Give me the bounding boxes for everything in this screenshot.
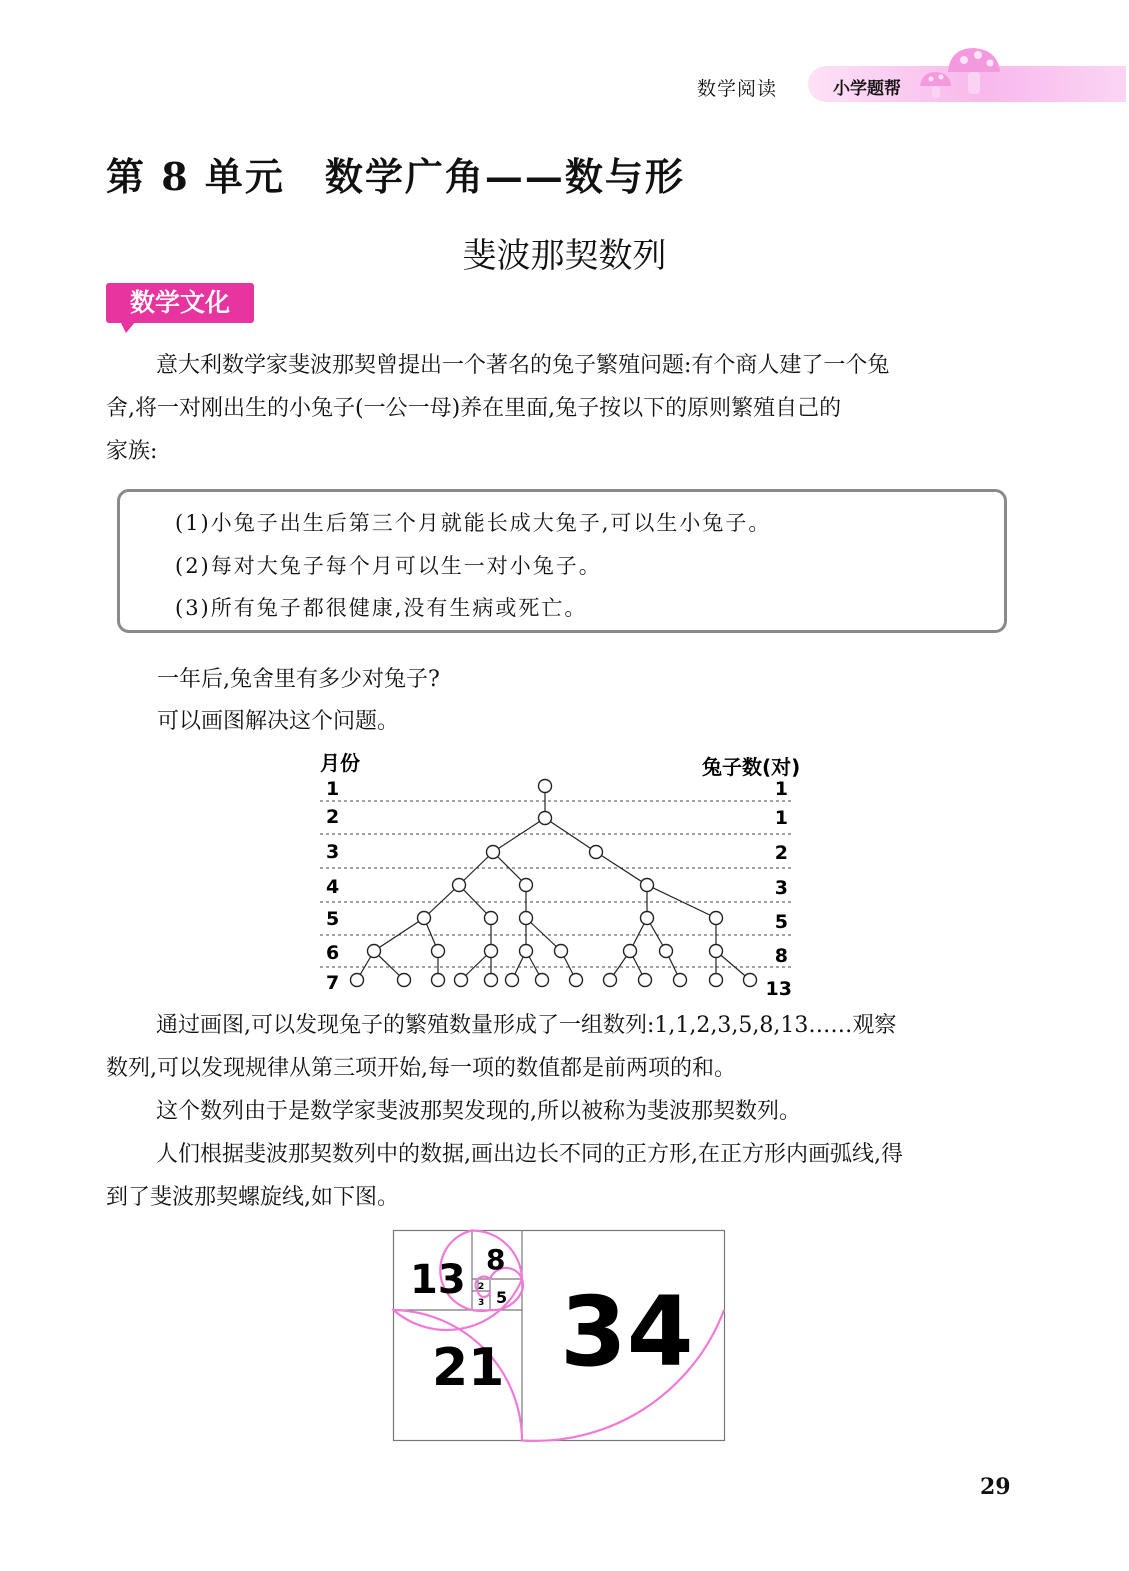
month-label: 4 [326, 876, 340, 898]
rabbit-pair-node [485, 912, 498, 925]
rabbit-pair-node [604, 974, 617, 987]
culture-badge-label: 数学文化 [106, 283, 254, 323]
rabbit-pair-node [674, 974, 687, 987]
square-label: 3 [478, 1298, 485, 1308]
month-label: 6 [326, 942, 340, 964]
hint-text: 可以画图解决这个问题。 [157, 709, 400, 734]
rabbit-pair-node [590, 846, 603, 859]
intro-line: 家族: [106, 439, 158, 464]
page-number: 29 [980, 1474, 1011, 1500]
count-label: 5 [774, 911, 788, 933]
culture-badge-tail [120, 321, 136, 333]
rabbit-pair-node [744, 974, 757, 987]
tree-right-header: 兔子数(对) [702, 755, 801, 779]
square-label: 8 [486, 1243, 506, 1276]
rabbit-pair-node [570, 974, 583, 987]
rabbit-pair-node [520, 879, 533, 892]
intro-line: 舍,将一对刚出生的小兔子(一公一母)养在里面,兔子按以下的原则繁殖自己的 [106, 396, 842, 421]
rule-item: (1)小兔子出生后第三个月就能长成大兔子,可以生小兔子。 [175, 511, 772, 535]
rule-item: (2)每对大兔子每个月可以生一对小兔子。 [175, 554, 602, 578]
rabbit-tree-diagram [316, 748, 816, 1006]
rabbit-pair-node [555, 945, 568, 958]
observation-line: 数列,可以发现规律从第三项开始,每一项的数值都是前两项的和。 [106, 1056, 736, 1081]
rabbit-pair-node [624, 945, 637, 958]
tree-nodes [351, 780, 757, 987]
rabbit-pair-node [351, 974, 364, 987]
rabbit-pair-node [520, 945, 533, 958]
rabbit-pair-node [485, 945, 498, 958]
rabbit-pair-node [432, 974, 445, 987]
rule-item: (3)所有兔子都很健康,没有生病或死亡。 [175, 596, 588, 620]
rabbit-pair-node [418, 912, 431, 925]
rabbit-pair-node [368, 945, 381, 958]
fibonacci-spiral-figure [392, 1229, 728, 1443]
rabbit-pair-node [485, 974, 498, 987]
rabbit-pair-node [487, 846, 500, 859]
intro-line: 意大利数学家斐波那契曾提出一个著名的兔子繁殖问题:有个商人建了一个兔 [156, 353, 890, 378]
intro-paragraph [106, 344, 1021, 473]
mushroom-icon [914, 42, 1004, 106]
article-title [0, 228, 1129, 277]
rabbit-pair-node [453, 879, 466, 892]
rabbit-pair-node [536, 974, 549, 987]
count-label: 2 [774, 842, 788, 864]
rabbit-pair-node [506, 974, 519, 987]
spiral-line: 到了斐波那契螺旋线,如下图。 [106, 1185, 399, 1210]
naming-paragraph [106, 1090, 1021, 1133]
square-label: 2 [478, 1282, 485, 1292]
month-label: 1 [326, 778, 340, 800]
spiral-paragraph [106, 1133, 1021, 1219]
observation-line: 通过画图,可以发现兔子的繁殖数量形成了一组数列:1,1,2,3,5,8,13……观察 [156, 1013, 897, 1038]
square-label: 34 [560, 1276, 694, 1388]
count-label: 3 [774, 877, 788, 899]
question-text: 一年后,兔舍里有多少对兔子? [157, 667, 440, 692]
observation-paragraph [106, 1004, 1021, 1090]
month-label: 2 [326, 806, 340, 828]
rabbit-pair-node [710, 945, 723, 958]
chapter-title: 第 8 单元 数学广角——数与形 [106, 154, 685, 199]
rabbit-pair-node [432, 945, 445, 958]
rabbit-pair-node [539, 812, 552, 825]
rabbit-pair-node [660, 945, 673, 958]
tree-left-header: 月份 [320, 751, 360, 775]
count-label: 8 [774, 945, 788, 967]
rabbit-pair-node [641, 912, 654, 925]
count-label: 1 [774, 807, 788, 829]
count-label: 1 [774, 778, 788, 800]
month-label: 7 [326, 972, 340, 994]
header-section: 数学阅读 [697, 78, 778, 100]
rabbit-pair-node [710, 974, 723, 987]
naming-line: 这个数列由于是数学家斐波那契发现的,所以被称为斐波那契数列。 [156, 1099, 801, 1124]
tree-edge [545, 818, 596, 852]
rabbit-pair-node [710, 912, 723, 925]
header-brand: 小学题帮 [833, 79, 901, 99]
rabbit-pair-node [398, 974, 411, 987]
square-label: 21 [432, 1338, 505, 1398]
spiral-line: 人们根据斐波那契数列中的数据,画出边长不同的正方形,在正方形内画弧线,得 [156, 1142, 903, 1167]
rabbit-pair-node [520, 912, 533, 925]
rabbit-pair-node [455, 974, 468, 987]
rabbit-pair-node [641, 879, 654, 892]
month-label: 3 [326, 841, 340, 863]
square-label: 5 [496, 1288, 508, 1307]
tree-edges [357, 786, 750, 980]
month-label: 5 [326, 908, 340, 930]
article-title-text: 斐波那契数列 [462, 236, 667, 276]
rabbit-pair-node [539, 780, 552, 793]
tree-edge [493, 818, 545, 852]
count-label: 13 [765, 978, 792, 1000]
tree-month-labels [326, 778, 339, 994]
rabbit-pair-node [639, 974, 652, 987]
square-label: 13 [410, 1257, 466, 1303]
